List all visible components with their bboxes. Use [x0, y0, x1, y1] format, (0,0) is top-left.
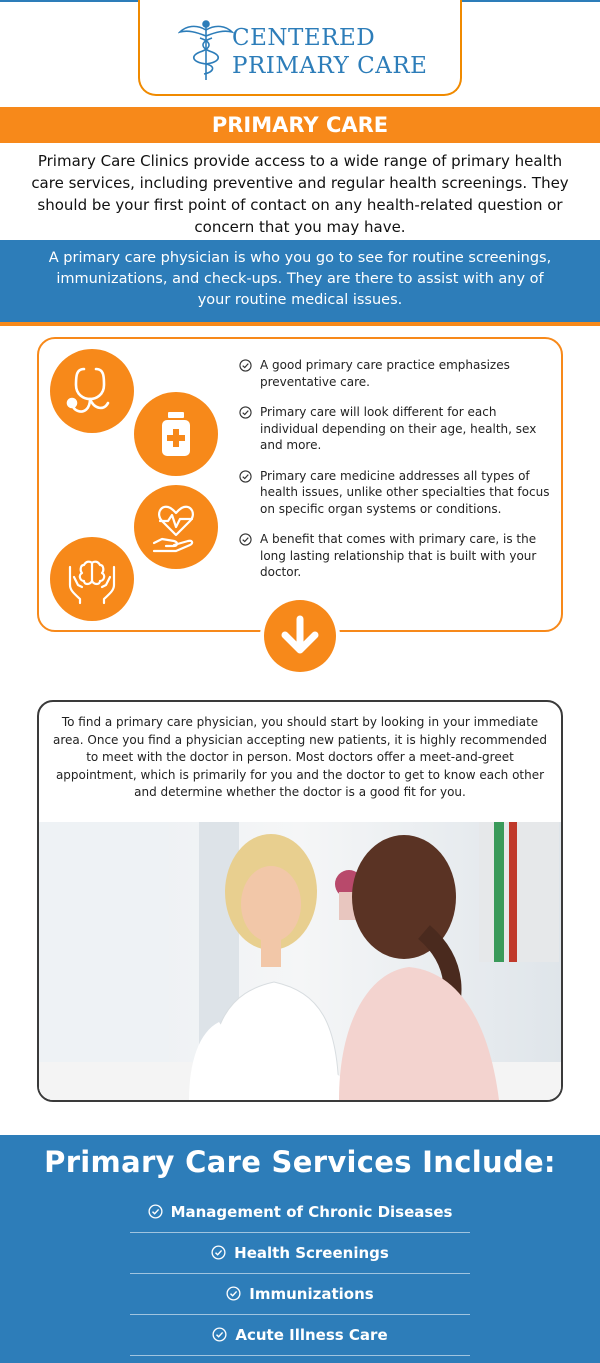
check-circle-icon [239, 533, 252, 546]
physician-text: A primary care physician is who you go to see for routine screenings, immunizations, and check-ups. They are there to assist with any of your routine medical issues. [48, 250, 552, 308]
check-circle-icon [239, 406, 252, 419]
service-item [130, 1193, 470, 1233]
find-physician-text: To find a primary care physician, you should start by looking in your immediate area. Once you find a physician accepting new patients, it is highly recommended to meet with the doctor in person. Most doctors offer a meet-and-greet appointment, which is primarily for you and the doctor to get to know each other and determine whether the doctor is a good fit for you. [53, 715, 547, 799]
brand-line-2: PRIMARY CARE [232, 53, 428, 79]
physician-band [0, 240, 600, 322]
caduceus-icon [178, 18, 234, 82]
service-label: Acute Illness Care [235, 1326, 388, 1344]
stethoscope-icon [50, 349, 134, 433]
check-circle-icon [148, 1204, 163, 1219]
fact-text: Primary care will look different for each individual depending on their age, health, sex and more. [260, 405, 537, 452]
check-circle-icon [239, 359, 252, 372]
brain-hands-icon [50, 537, 134, 621]
fact-text: Primary care medicine addresses all types of health issues, unlike other specialties that focus on specific organ systems or conditions. [260, 468, 550, 516]
service-label: Management of Chronic Diseases [170, 1203, 453, 1221]
check-circle-icon [212, 1327, 227, 1342]
check-circle-icon [239, 470, 252, 483]
doctor-consultation-image [39, 822, 561, 1100]
service-item [130, 1316, 470, 1356]
facts-card [37, 337, 563, 632]
section-header [0, 107, 600, 143]
heart-hand-icon [134, 485, 218, 569]
fact-text: A benefit that comes with primary care, is the long lasting relationship that is built with your doctor. [260, 532, 537, 579]
arrow-down-icon [277, 613, 323, 659]
section-title: PRIMARY CARE [211, 113, 389, 137]
facts-list [239, 357, 557, 595]
check-circle-icon [226, 1286, 241, 1301]
divider [0, 322, 600, 326]
list-item [239, 404, 557, 454]
find-physician-card [37, 700, 563, 1102]
service-item [130, 1234, 470, 1274]
list-item [239, 357, 557, 390]
medicine-bottle-icon [134, 392, 218, 476]
services-title: Primary Care Services Include: [44, 1145, 556, 1179]
intro-paragraph: Primary Care Clinics provide access to a wide range of primary health care services, including preventive and regular health screenings. They should be your first point of contact on any health-related question or concern that you may have. [31, 152, 569, 236]
brand-line-1: CENTERED [232, 25, 376, 51]
arrow-badge [260, 596, 340, 676]
service-label: Immunizations [249, 1285, 374, 1303]
logo [138, 0, 462, 96]
list-item [239, 468, 557, 518]
services-section [0, 1135, 600, 1363]
service-item [130, 1275, 470, 1315]
list-item [239, 531, 557, 581]
check-circle-icon [211, 1245, 226, 1260]
service-label: Health Screenings [234, 1244, 389, 1262]
fact-text: A good primary care practice emphasizes preventative care. [260, 358, 510, 389]
